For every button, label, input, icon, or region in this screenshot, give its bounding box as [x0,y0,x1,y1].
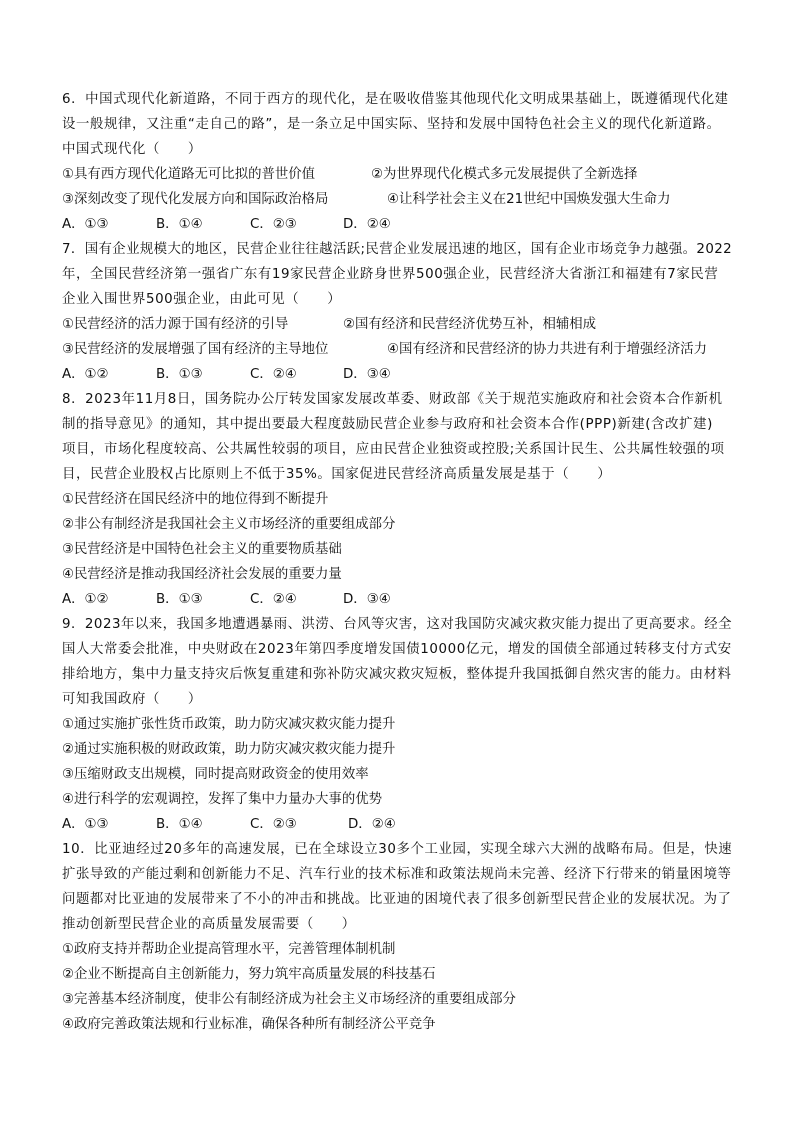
q9-statement-1: ①通过实施扩张性货币政策，助力防灾减灾救灾能力提升 [62,717,396,732]
q10-stem-line-1: 10．比亚迪经过20多年的高速发展，已在全球设立30多个工业园，实现全球六大洲的战略布局。但是，快速 [62,842,733,857]
q7-stem-line-1: 7．国有企业规模大的地区，民营企业往往越活跃;民营企业发展迅速的地区，国有企业市场竞争力越强。2022 [62,242,733,257]
q9-stem-line-2: 国人大常委会批准，中央财政在2023年第四季度增发国债10000亿元，增发的国债全部通过转移支付方式安 [62,642,732,657]
q7-choice-d[interactable]: D．③④ [343,367,391,382]
q10-stem-line-4: 推动创新型民营企业的高质量发展需要（ ） [62,917,356,932]
q8-statement-3: ③民营经济是中国特色社会主义的重要物质基础 [62,542,342,557]
q6-stem-line-3: 中国式现代化（ ） [62,142,202,157]
q8-stem-line-3: 项目，市场化程度较高、公共属性较弱的项目，应由民营企业独资或控股;关系国计民生、公共属性较强的项 [62,442,725,457]
q8-choice-a[interactable]: A．①② [62,592,109,607]
q8-statement-4: ④民营经济是推动我国经济社会发展的重要力量 [62,567,342,582]
q9-stem-line-4: 可知我国政府（ ） [62,692,202,707]
q7-stem-line-2: 年，全国民营经济第一强省广东有19家民营企业跻身世界500强企业，民营经济大省浙江和福建有7家民营 [62,267,719,282]
q6-choice-d[interactable]: D．②④ [343,217,391,232]
q8-choice-c[interactable]: C．②④ [250,592,297,607]
q8-choice-d[interactable]: D．③④ [343,592,391,607]
q9-choice-c[interactable]: C．②③ [250,817,297,832]
q10-stem-line-3: 问题都对比亚迪的发展带来了不小的冲击和挑战。比亚迪的困境代表了很多创新型民营企业的发展状况。为了 [62,892,732,907]
q9-choice-a[interactable]: A．①③ [62,817,109,832]
q9-choice-b[interactable]: B．①④ [156,817,203,832]
q6-statement-4: ④让科学社会主义在21世纪中国焕发强大生命力 [387,192,671,207]
q7-statement-4: ④国有经济和民营经济的协力共进有利于增强经济活力 [387,342,707,357]
q6-stem-line-1: 6．中国式现代化新道路，不同于西方的现代化，是在吸收借鉴其他现代化文明成果基础上，既遵循现代化建 [62,92,729,107]
q7-statement-3: ③民营经济的发展增强了国有经济的主导地位 [62,342,329,357]
q10-statement-1: ①政府支持并帮助企业提高管理水平，完善管理体制机制 [62,942,396,957]
q9-stem-line-1: 9．2023年以来，我国多地遭遇暴雨、洪涝、台风等灾害，这对我国防灾减灾救灾能力提出了更高要求。经全 [62,617,733,632]
q6-statement-1: ①具有西方现代化道路无可比拟的普世价值 [62,167,316,182]
q9-statement-3: ③压缩财政支出规模，同时提高财政资金的使用效率 [62,767,369,782]
q9-stem-line-3: 排给地方，集中力量支持灾后恢复重建和弥补防灾减灾救灾短板，整体提升我国抵御自然灾害的能力。由材料 [62,667,732,682]
q6-statement-3: ③深刻改变了现代化发展方向和国际政治格局 [62,192,329,207]
q8-stem-line-4: 目，民营企业股权占比原则上不低于35%。国家促进民营经济高质量发展是基于（ ） [62,467,612,482]
q8-choice-b[interactable]: B．①③ [156,592,203,607]
q10-stem-line-2: 扩张导致的产能过剩和创新能力不足、汽车行业的技术标准和政策法规尚未完善、经济下行带来的销量困境等 [62,867,732,882]
q6-stem-line-2: 设一般规律，又注重“走自己的路”，是一条立足中国实际、坚持和发展中国特色社会主义的现代化新道路。 [62,117,721,132]
q7-choice-a[interactable]: A．①② [62,367,109,382]
q6-statement-2: ②为世界现代化模式多元发展提供了全新选择 [371,167,638,182]
q8-statement-1: ①民营经济在国民经济中的地位得到不断提升 [62,492,329,507]
q6-choice-a[interactable]: A．①③ [62,217,109,232]
q7-choice-b[interactable]: B．①③ [156,367,203,382]
q7-choice-c[interactable]: C．②④ [250,367,297,382]
q8-stem-line-2: 制的指导意见》的通知，其中提出要最大程度鼓励民营企业参与政府和社会资本合作(PPP)新建(含改扩建) [62,417,713,432]
q8-statement-2: ②非公有制经济是我国社会主义市场经济的重要组成部分 [62,517,396,532]
q9-statement-2: ②通过实施积极的财政政策，助力防灾减灾救灾能力提升 [62,742,396,757]
q9-statement-4: ④进行科学的宏观调控，发挥了集中力量办大事的优势 [62,792,382,807]
q7-stem-line-3: 企业入围世界500强企业，由此可见（ ） [62,292,342,307]
q9-choice-d[interactable]: D．②④ [348,817,396,832]
q6-choice-b[interactable]: B．①④ [156,217,203,232]
q7-statement-1: ①民营经济的活力源于国有经济的引导 [62,317,289,332]
q8-stem-line-1: 8．2023年11月8日，国务院办公厅转发国家发展改革委、财政部《关于规范实施政府和社会资本合作新机 [62,392,723,407]
q10-statement-2: ②企业不断提高自主创新能力，努力筑牢高质量发展的科技基石 [62,967,436,982]
q10-statement-4: ④政府完善政策法规和行业标准，确保各种所有制经济公平竞争 [62,1017,436,1032]
q7-statement-2: ②国有经济和民营经济优势互补，相辅相成 [343,317,597,332]
q6-choice-c[interactable]: C．②③ [250,217,297,232]
q10-statement-3: ③完善基本经济制度，使非公有制经济成为社会主义市场经济的重要组成部分 [62,992,516,1007]
